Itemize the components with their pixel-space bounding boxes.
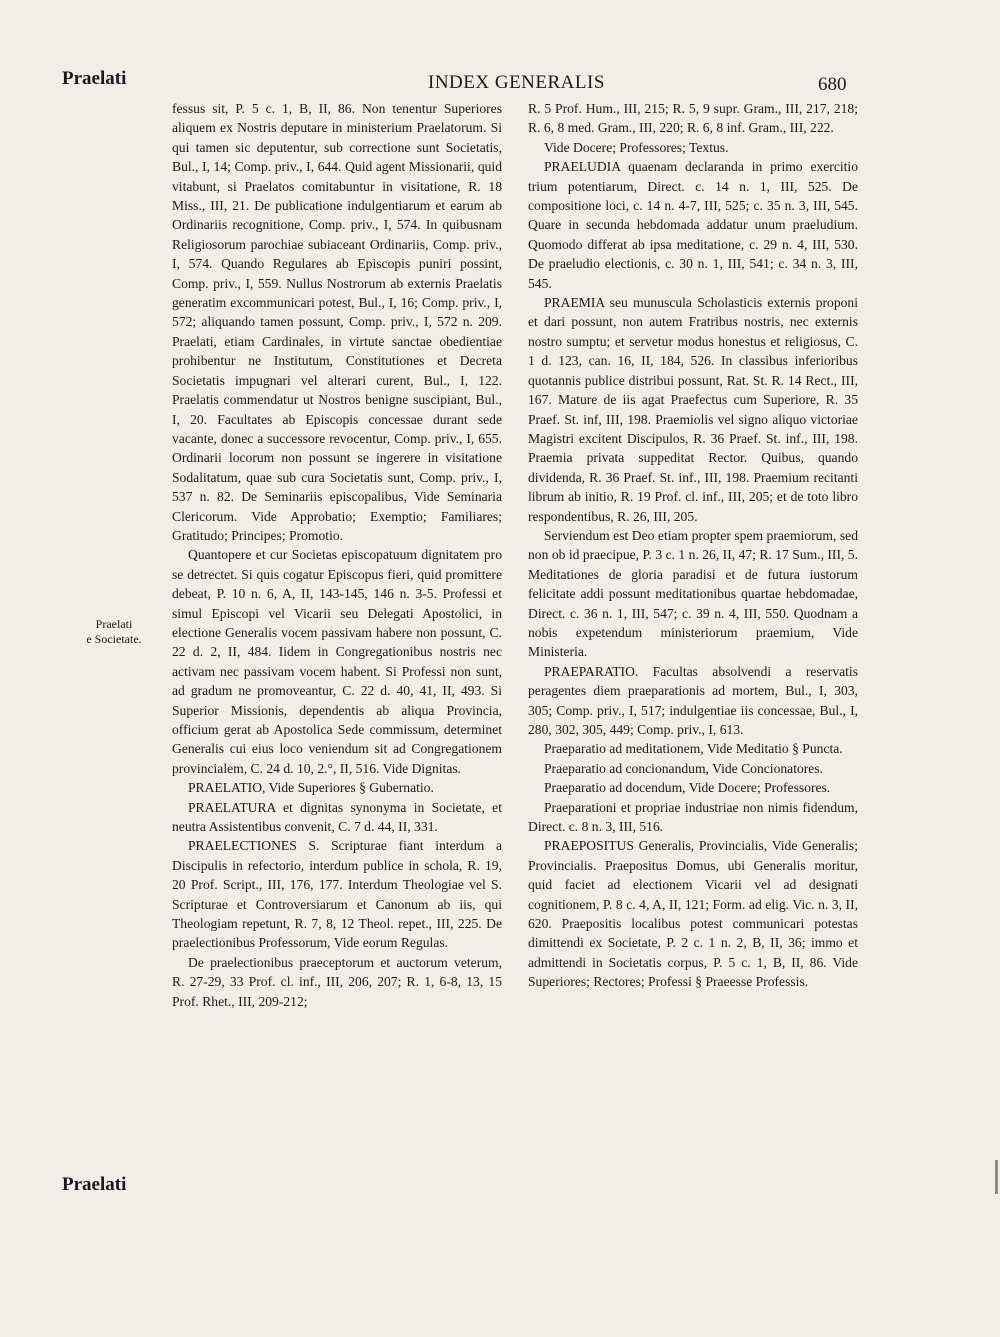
entry-paragraph: Praeparatio ad docendum, Vide Docere; Professores. [544, 780, 831, 796]
entry-paragraph: R. 5 Prof. Hum., III, 215; R. 5, 9 supr. Gram., III, 217, 218; R. 6, 8 med. Gram., III, 220; R. 6, 8 inf. Gram., III, 222. [528, 101, 858, 136]
margin-note-line2: e Societate. [86, 632, 142, 646]
entry-praelatio: PRAELATIO, Vide Superiores § Gubernatio. [188, 780, 434, 796]
entry-paragraph: Vide Docere; Professores; Textus. [544, 139, 729, 155]
entry-paragraph: Praeparationi et propriae industriae non nimis fidendum, Direct. c. 8 n. 3, III, 516. [528, 799, 858, 835]
entry-paragraph: Praeparatio ad meditationem, Vide Meditatio § Puncta. [544, 741, 843, 757]
page-number: 680 [818, 74, 847, 95]
margin-note [80, 617, 148, 647]
left-column [172, 99, 502, 1011]
entry-paragraph: fessus sit, P. 5 c. 1, B, II, 86. Non tenentur Superiores aliquem ex Nostris deputare in ministerium Praelatorum. Si qui tamen sic deputentur, sub correctione sunt Societatis, Bul., I, 14; Comp. priv., I, 644. Quid agent Missionarii, quid vitabunt, si Praelatos comitabuntur in visitatione, R. 18 Miss., III, 21. De publicatione indulgentiarum et earum ab Ordinariis recognitione, Comp. priv., I, 574. In quibusnam Religiosorum parochiae subiaceant Ordinariis, Comp. priv., I, 574. Quando Regulares ab Episcopis puniri possint, Comp. priv., I, 559. Nullus Nostrorum ab externis Praelatis generatim excommunicari potest, Bul., I, 16; Comp. priv., I, 572; aliquando tamen possunt, Comp. priv., I, 572 n. 209. Praelati, etiam Cardinales, in virtute sanctae obedientiae prohibentur ne Institutum, Constitutiones et Decreta Societatis impugnari vel alterari curent, Bul., I, 122. Praelatis commendatur ut Nostros benigne suscipiant, Bul., I, 20. Facultates ab Episcopis concessae durant sede vacante, donec a successore revocentur, Comp. priv., I, 655. Ordinarii locorum non possunt se ingerere in visitatione Sodalitatum, quae sub cura Societatis sunt, Comp. priv., I, 537 n. 82. De Seminariis episcopalibus, Vide Seminaria Clericorum. Vide Approbatio; Exemptio; Familiares; Gratitudo; Principes; Promotio. [172, 101, 502, 543]
margin-note-line1: Praelati [95, 617, 133, 631]
entry-paragraph: De praelectionibus praeceptorum et auctorum veterum, R. 27-29, 33 Prof. cl. inf., III, 206, 207; R. 1, 6-8, 13, 15 Prof. Rhet., III, 209-212; [172, 954, 502, 1009]
entry-paragraph: Quantopere et cur Societas episcopatuum dignitatem pro se detrectet. Si quis cogatur Episcopus fieri, quid promittere debeat, P. 10 n. 6, A, II, 143-145, 146 n. 3-5. Professi et simul Episcopi vel Vicarii seu Delegati Apostolici, in electione Generalis vocem passivam habere non possunt, C. 22 d. 2, II, 484. Iidem in Congregationibus nostris nec activam nec passivam vocem habent. Si Professi non sunt, ad gradum ne promoveantur, C. 22 d. 40, 41, II, 493. Si Superior Missionis, dependentis ab aliqua Provincia, officium gerat ab Apostolica Sede commissum, determinet Generalis cui eius loco veniendum sit ad Congregationem provincialem, C. 24 d. 10, 2.°, II, 516. Vide Dignitas. [172, 547, 502, 776]
right-column [528, 99, 858, 992]
entry-praepositus: PRAEPOSITUS Generalis, Provincialis, Vide Generalis; Provincialis. Praepositus Domus, ubi Generalis moritur, quid faciet ad electionem Vicarii vel ad designati cognitionem, P. 8 c. 4, A, II, 121; Form. ad elig. Vic. n. 3, II, 620. Praepositis localibus potest communicari potestas dimittendi ex Societate, P. 2 c. 1 n. 2, B, II, 36; immo et admittendi in Societatis corpus, P. 5 c. 1, B, II, 86. Vide Superiores; Rectores; Professi § Praeesse Professis. [528, 838, 858, 990]
page-title: INDEX GENERALIS [428, 72, 605, 93]
running-foot: Praelati [62, 1174, 127, 1195]
entry-paragraph: Serviendum est Deo etiam propter spem praemiorum, sed non ob id praecipue, P. 3 c. 1 n. 26, II, 47; R. 17 Sum., III, 5. Meditationes de gloria paradisi et de futura iustorum felicitate addi possunt meditationibus quartae hebdomadae, Direct. c. 36 n. 1, III, 547; c. 39 n. 4, III, 550. Quodnam a nobis expetendum ministeriorum praemium, Vide Ministeria. [528, 527, 858, 660]
entry-paragraph: Praeparatio ad concionandum, Vide Concionatores. [544, 760, 824, 776]
entry-praelatura: PRAELATURA et dignitas synonyma in Societate, et neutra Assistentibus convenit, C. 7 d. 44, II, 331. [172, 799, 502, 835]
running-head: Praelati [62, 68, 127, 89]
entry-praelectiones: PRAELECTIONES S. Scripturae fiant interdum a Discipulis in refectorio, interdum publice in schola, R. 19, 20 Prof. Script., III, 176, 177. Interdum Theologiae vel S. Scripturae et Controversiarum et Canonum ab iis, qui Theologiam repetunt, R. 7, 8, 12 Theol. repet., III, 225. De praelectionibus Professorum, Vide eorum Regulas. [172, 838, 502, 951]
entry-praemia: PRAEMIA seu munuscula Scholasticis externis proponi et dari possunt, non autem Fratribus nostris, nec externis nostro sumptu; et servetur modus honestus et religiosus, C. 1 d. 123, can. 16, II, 184, 526. In classibus inferioribus quotannis publice distribui possunt, Rat. St. R. 14 Rect., III, 167. Mature de iis agat Praefectus cum Superiore, R. 35 Praef. St. inf, III, 198. Praemiolis vel signo aliquo victoriae Magistri excitent Discipulos, R. 36 Praef. St. inf., III, 198. Praemia privata suppeditat Rector. Quibus, quando dividenda, R. 36 Praef. St. inf., III, 198. Praemium recitanti librum ab initio, R. 19 Prof. cl. inf., III, 205; et de toto libro respondentibus, R. 26, III, 205. [528, 295, 858, 524]
page-edge-mark [995, 1160, 998, 1194]
entry-praeludia: PRAELUDIA quaenam declaranda in primo exercitio trium potentiarum, Direct. c. 14 n. 1, III, 525. De compositione loci, c. 14 n. 4-7, III, 525; c. 35 n. 3, III, 545. Quare in secunda hebdomada addatur unum praeludium. Quomodo differat ab ipsa meditatione, c. 29 n. 4, III, 530. De praeludio electionis, c. 30 n. 1, III, 541; c. 34 n. 3, III, 545. [528, 159, 858, 291]
entry-praeparatio: PRAEPARATIO. Facultas absolvendi a reservatis peragentes diem praeparationis ad mortem, Bul., I, 303, 305; Comp. priv., I, 517; indulgentiae iis concessae, Bul., I, 280, 302, 305, 449; Comp. priv., I, 613. [528, 663, 858, 737]
